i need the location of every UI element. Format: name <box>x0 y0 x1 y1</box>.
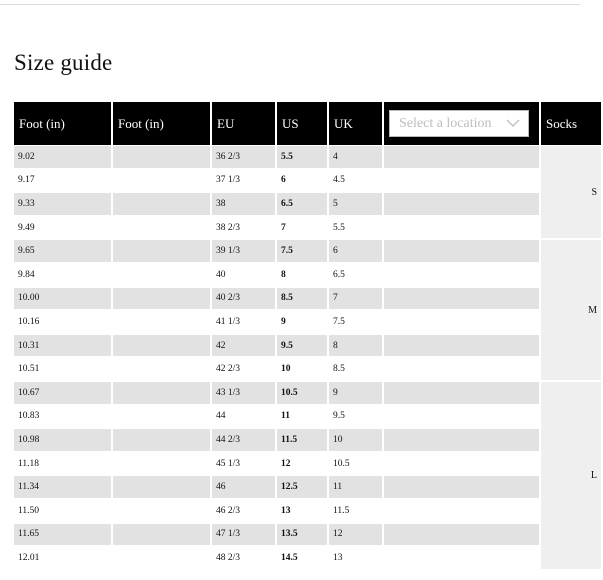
location-cell <box>384 405 539 429</box>
location-cell <box>384 287 539 311</box>
foot-secondary-cell <box>113 239 210 263</box>
uk-cell: 12 <box>329 523 382 547</box>
chevron-down-icon <box>506 119 520 128</box>
location-cell <box>384 452 539 476</box>
foot-cell: 10.16 <box>14 310 111 334</box>
table-row <box>14 239 601 263</box>
eu-cell: 42 <box>212 334 275 358</box>
uk-cell: 5.5 <box>329 216 382 240</box>
location-cell <box>384 499 539 523</box>
socks-size-cell: S <box>541 145 601 239</box>
us-cell: 13 <box>277 499 327 523</box>
foot-cell: 9.33 <box>14 192 111 216</box>
socks-size-cell: M <box>541 239 601 381</box>
foot-cell: 10.67 <box>14 381 111 405</box>
us-cell: 8.5 <box>277 287 327 311</box>
location-cell <box>384 145 539 169</box>
location-cell <box>384 310 539 334</box>
foot-secondary-cell <box>113 216 210 240</box>
foot-cell: 11.34 <box>14 475 111 499</box>
us-cell: 12 <box>277 452 327 476</box>
foot-secondary-cell <box>113 310 210 334</box>
table-row <box>14 546 601 570</box>
us-cell: 7.5 <box>277 239 327 263</box>
foot-secondary-cell <box>113 428 210 452</box>
uk-cell: 6 <box>329 239 382 263</box>
foot-secondary-cell <box>113 192 210 216</box>
location-cell <box>384 239 539 263</box>
uk-cell: 11 <box>329 475 382 499</box>
location-cell <box>384 357 539 381</box>
eu-cell: 38 <box>212 192 275 216</box>
table-row <box>14 452 601 476</box>
table-header-row <box>14 102 601 145</box>
table-row <box>14 381 601 405</box>
table-row <box>14 287 601 311</box>
uk-cell: 4.5 <box>329 169 382 193</box>
header-socks: Socks <box>541 102 601 145</box>
foot-cell: 10.31 <box>14 334 111 358</box>
eu-cell: 42 2/3 <box>212 357 275 381</box>
us-cell: 6.5 <box>277 192 327 216</box>
header-foot-in-secondary: Foot (in) <box>113 102 210 145</box>
location-cell <box>384 169 539 193</box>
location-select-placeholder: Select a location <box>399 115 492 131</box>
table-row <box>14 145 601 169</box>
header-location <box>384 102 539 145</box>
location-cell <box>384 192 539 216</box>
us-cell: 9 <box>277 310 327 334</box>
eu-cell: 43 1/3 <box>212 381 275 405</box>
us-cell: 10 <box>277 357 327 381</box>
table-row <box>14 169 601 193</box>
size-table <box>12 102 603 570</box>
uk-cell: 9.5 <box>329 405 382 429</box>
uk-cell: 13 <box>329 546 382 570</box>
foot-secondary-cell <box>113 263 210 287</box>
socks-size-cell: L <box>541 381 601 570</box>
foot-secondary-cell <box>113 523 210 547</box>
location-cell <box>384 546 539 570</box>
eu-cell: 38 2/3 <box>212 216 275 240</box>
foot-cell: 10.51 <box>14 357 111 381</box>
eu-cell: 48 2/3 <box>212 546 275 570</box>
foot-secondary-cell <box>113 357 210 381</box>
table-row <box>14 263 601 287</box>
foot-secondary-cell <box>113 546 210 570</box>
uk-cell: 7.5 <box>329 310 382 334</box>
foot-cell: 11.18 <box>14 452 111 476</box>
foot-cell: 9.65 <box>14 239 111 263</box>
table-row <box>14 499 601 523</box>
header-us: US <box>277 102 327 145</box>
us-cell: 12.5 <box>277 475 327 499</box>
header-foot-in: Foot (in) <box>14 102 111 145</box>
eu-cell: 46 2/3 <box>212 499 275 523</box>
table-row <box>14 216 601 240</box>
uk-cell: 10.5 <box>329 452 382 476</box>
us-cell: 11 <box>277 405 327 429</box>
eu-cell: 37 1/3 <box>212 169 275 193</box>
eu-cell: 44 2/3 <box>212 428 275 452</box>
foot-cell: 12.01 <box>14 546 111 570</box>
uk-cell: 6.5 <box>329 263 382 287</box>
eu-cell: 39 1/3 <box>212 239 275 263</box>
uk-cell: 5 <box>329 192 382 216</box>
uk-cell: 8 <box>329 334 382 358</box>
foot-cell: 11.50 <box>14 499 111 523</box>
eu-cell: 40 2/3 <box>212 287 275 311</box>
location-select[interactable] <box>389 110 529 137</box>
uk-cell: 9 <box>329 381 382 405</box>
us-cell: 14.5 <box>277 546 327 570</box>
eu-cell: 36 2/3 <box>212 145 275 169</box>
top-divider <box>0 4 580 5</box>
foot-secondary-cell <box>113 145 210 169</box>
foot-cell: 9.17 <box>14 169 111 193</box>
table-row <box>14 523 601 547</box>
us-cell: 10.5 <box>277 381 327 405</box>
uk-cell: 4 <box>329 145 382 169</box>
us-cell: 8 <box>277 263 327 287</box>
foot-cell: 9.84 <box>14 263 111 287</box>
us-cell: 13.5 <box>277 523 327 547</box>
location-cell <box>384 428 539 452</box>
us-cell: 6 <box>277 169 327 193</box>
location-cell <box>384 216 539 240</box>
foot-cell: 10.00 <box>14 287 111 311</box>
foot-secondary-cell <box>113 334 210 358</box>
foot-cell: 11.65 <box>14 523 111 547</box>
foot-secondary-cell <box>113 287 210 311</box>
foot-secondary-cell <box>113 405 210 429</box>
foot-cell: 9.49 <box>14 216 111 240</box>
uk-cell: 11.5 <box>329 499 382 523</box>
table-row <box>14 357 601 381</box>
foot-secondary-cell <box>113 169 210 193</box>
foot-cell: 9.02 <box>14 145 111 169</box>
table-row <box>14 405 601 429</box>
page-title: Size guide <box>14 50 113 75</box>
us-cell: 9.5 <box>277 334 327 358</box>
table-row <box>14 428 601 452</box>
us-cell: 5.5 <box>277 145 327 169</box>
foot-cell: 10.98 <box>14 428 111 452</box>
uk-cell: 7 <box>329 287 382 311</box>
eu-cell: 44 <box>212 405 275 429</box>
table-row <box>14 310 601 334</box>
us-cell: 11.5 <box>277 428 327 452</box>
foot-secondary-cell <box>113 452 210 476</box>
header-uk: UK <box>329 102 382 145</box>
uk-cell: 8.5 <box>329 357 382 381</box>
foot-cell: 10.83 <box>14 405 111 429</box>
location-cell <box>384 523 539 547</box>
header-eu: EU <box>212 102 275 145</box>
uk-cell: 10 <box>329 428 382 452</box>
foot-secondary-cell <box>113 499 210 523</box>
eu-cell: 47 1/3 <box>212 523 275 547</box>
location-cell <box>384 475 539 499</box>
location-cell <box>384 263 539 287</box>
eu-cell: 41 1/3 <box>212 310 275 334</box>
table-row <box>14 475 601 499</box>
eu-cell: 46 <box>212 475 275 499</box>
table-row <box>14 334 601 358</box>
location-cell <box>384 334 539 358</box>
foot-secondary-cell <box>113 475 210 499</box>
eu-cell: 40 <box>212 263 275 287</box>
table-row <box>14 192 601 216</box>
foot-secondary-cell <box>113 381 210 405</box>
location-cell <box>384 381 539 405</box>
us-cell: 7 <box>277 216 327 240</box>
eu-cell: 45 1/3 <box>212 452 275 476</box>
